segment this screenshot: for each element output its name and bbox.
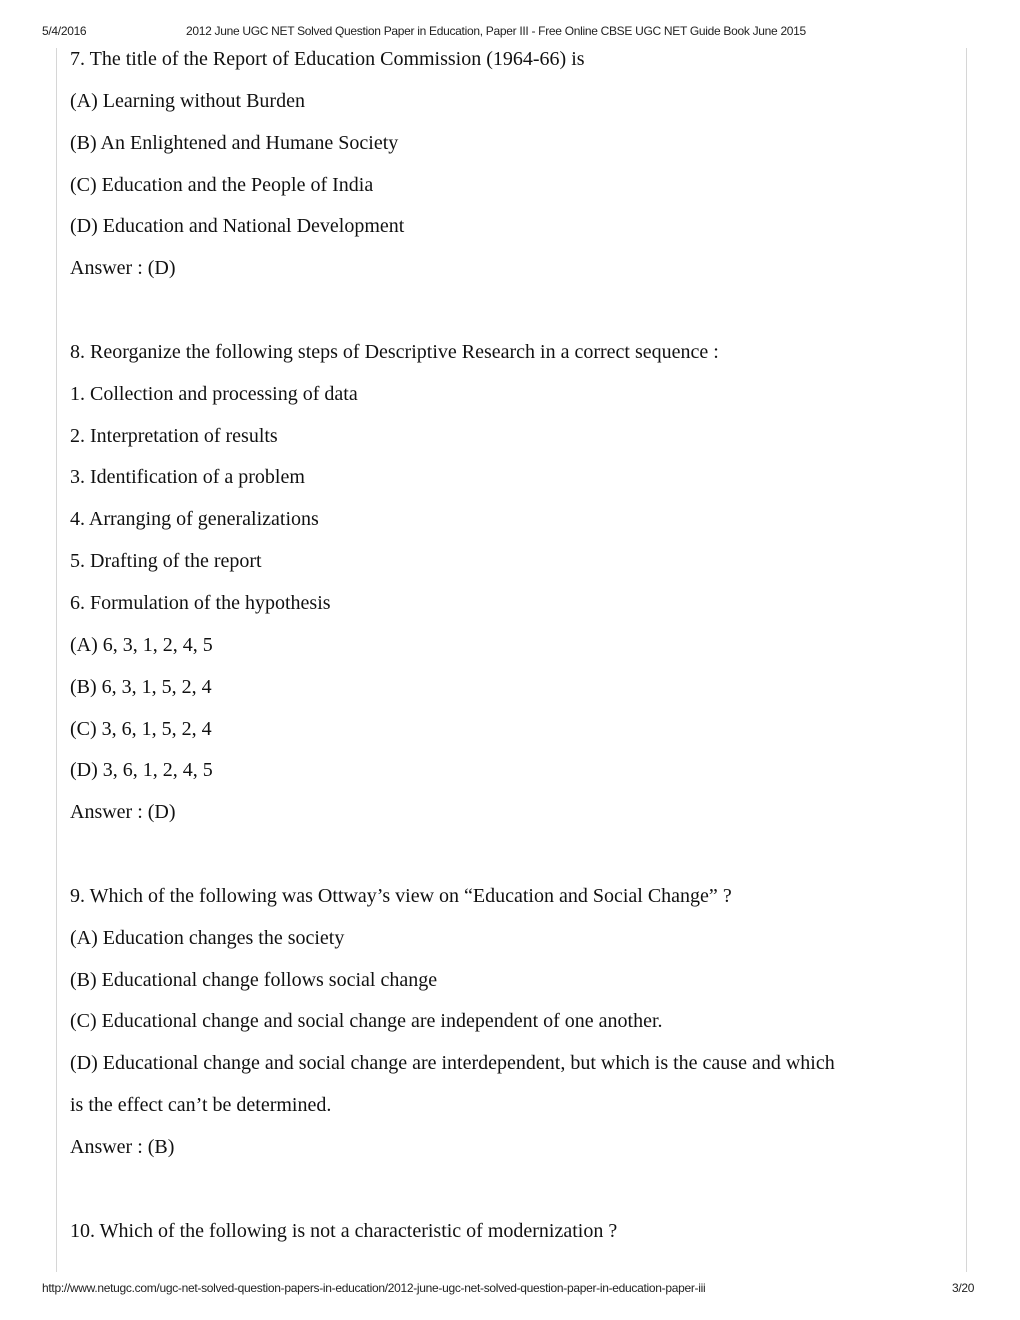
text-line: (A) Education changes the society: [70, 926, 345, 949]
text-line: 5. Drafting of the report: [70, 550, 262, 573]
text-line: Answer : (D): [70, 801, 176, 824]
text-line: 8. Reorganize the following steps of Descriptive Research in a correct sequence :: [70, 340, 719, 363]
blank-line: [70, 290, 950, 332]
text-line: (A) Learning without Burden: [70, 89, 305, 112]
text-line: (B) An Enlightened and Humane Society: [70, 131, 399, 154]
text-line: (B) Educational change follows social change: [70, 968, 438, 991]
blank-line: [70, 834, 950, 876]
text-line: (C) Educational change and social change are independent of one another.: [70, 1010, 663, 1033]
text-line: 3. Identification of a problem: [70, 466, 305, 489]
page-number: 3/20: [952, 1281, 975, 1295]
text-line: (B) 6, 3, 1, 5, 2, 4: [70, 675, 212, 698]
question-content: [70, 39, 950, 1252]
text-line: (D) 3, 6, 1, 2, 4, 5: [70, 759, 213, 782]
text-line: (C) Education and the People of India: [70, 173, 374, 196]
text-line: (D) Educational change and social change are interdependent, but which is the cause and which: [70, 1052, 835, 1075]
text-line: is the effect can’t be determined.: [70, 1094, 332, 1117]
text-line: 4. Arranging of generalizations: [70, 508, 319, 531]
page-url: http://www.netugc.com/ugc-net-solved-question-papers-in-education/2012-june-ugc-net-solved-question-paper-in-education-paper-iii: [42, 1281, 706, 1295]
text-line: (A) 6, 3, 1, 2, 4, 5: [70, 633, 213, 656]
text-line: (C) 3, 6, 1, 5, 2, 4: [70, 717, 212, 740]
text-line: (D) Education and National Development: [70, 215, 405, 238]
text-line: 10. Which of the following is not a characteristic of modernization ?: [70, 1219, 618, 1242]
text-line: Answer : (D): [70, 257, 176, 280]
text-line: 2. Interpretation of results: [70, 424, 278, 447]
text-line: 7. The title of the Report of Education Commission (1964-66) is: [70, 48, 585, 70]
print-date: 5/4/2016: [42, 24, 87, 38]
right-border: [966, 48, 967, 1272]
text-line: 6. Formulation of the hypothesis: [70, 591, 331, 614]
left-border: [56, 48, 57, 1272]
text-line: 9. Which of the following was Ottway’s view on “Education and Social Change” ?: [70, 884, 732, 907]
blank-line: [70, 1169, 950, 1211]
page-title: 2012 June UGC NET Solved Question Paper in Education, Paper III - Free Online CBSE UGC NET Guide Book June 2015: [186, 24, 806, 38]
text-line: Answer : (B): [70, 1135, 175, 1158]
text-line: 1. Collection and processing of data: [70, 382, 358, 405]
